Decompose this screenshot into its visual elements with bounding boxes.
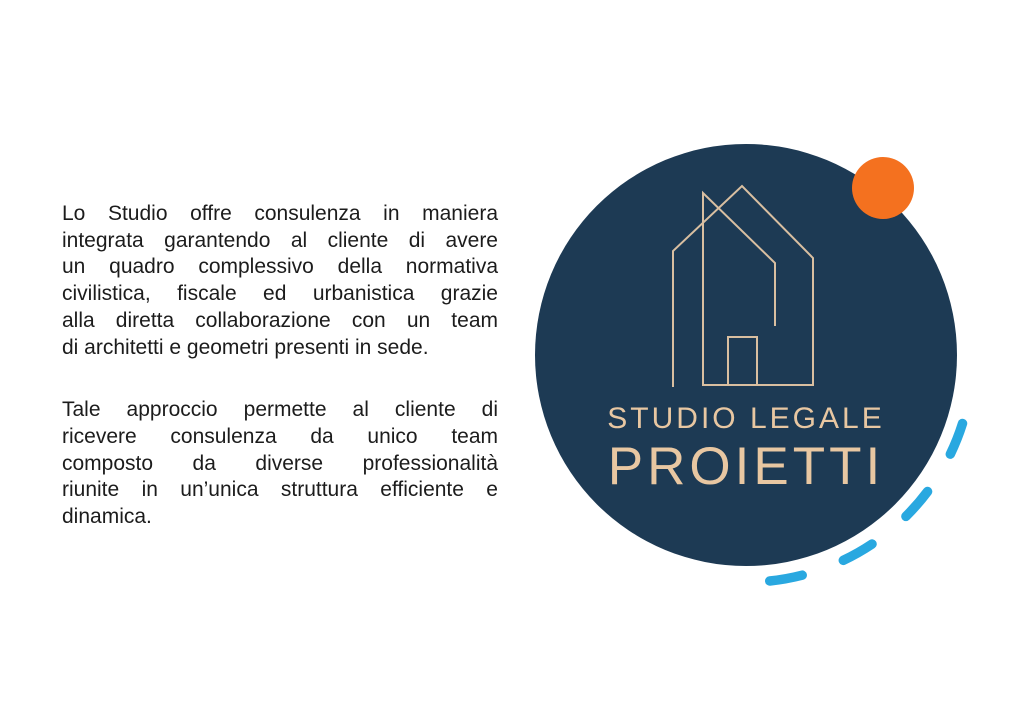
paragraph-2-line: composto da diverse professionalità xyxy=(62,451,498,475)
paragraph-1-line: un quadro complessivo della normativa xyxy=(62,255,498,279)
paragraph-1-line: di architetti e geometri presenti in sede. xyxy=(62,335,429,359)
paragraph-2-line: Tale approccio permette al cliente di xyxy=(62,398,498,422)
logo-text-proietti: PROIETTI xyxy=(607,437,885,496)
paragraph-1-line: integrata garantendo al cliente di avere xyxy=(62,228,498,252)
paragraph-1-line: Lo Studio offre consulenza in maniera xyxy=(62,202,498,225)
paragraph-1-line: civilistica, fiscale ed urbanistica grazie xyxy=(62,282,498,306)
orange-dot-icon xyxy=(852,157,914,219)
paragraph-2-line: ricevere consulenza da unico team xyxy=(62,424,498,448)
paragraph-1-line: alla diretta collaborazione con un team xyxy=(62,308,498,332)
logo-text-studio-legale: STUDIO LEGALE xyxy=(607,402,885,435)
paragraph-2-line: riunite in un’unica struttura efficiente e xyxy=(62,478,498,502)
paragraph-2-line: dinamica. xyxy=(62,505,152,529)
